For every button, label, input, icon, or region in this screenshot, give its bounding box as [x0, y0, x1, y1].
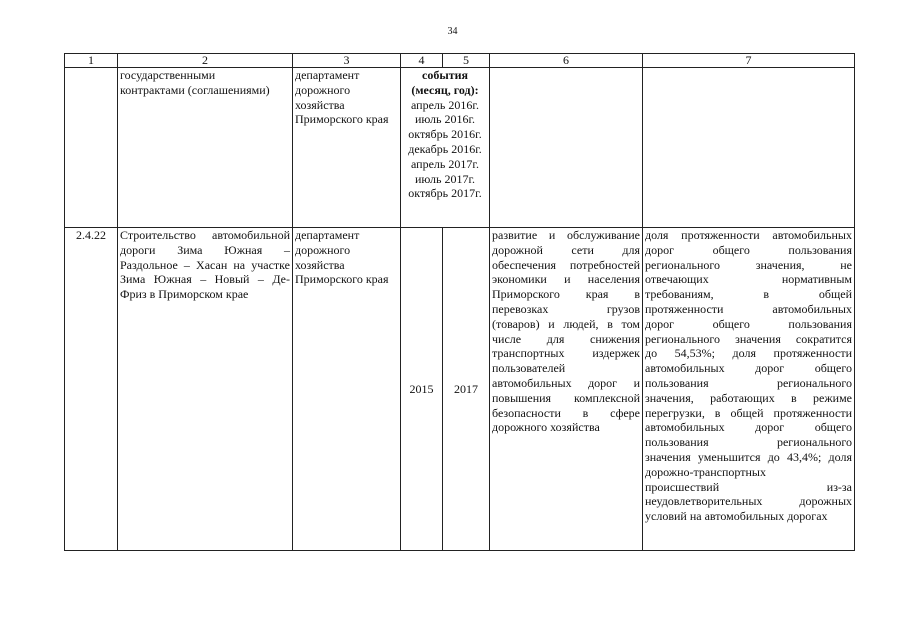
row2-indicator-line: перегрузки, в общей протяженности — [645, 405, 852, 420]
header-cell-2: 2 — [118, 54, 293, 68]
row1-event-date: декабрь 2016г. — [408, 141, 482, 156]
row2-indicator-line: пользования регионального — [645, 375, 852, 390]
row1-events-cell — [401, 68, 490, 228]
header-cell-3: 3 — [293, 54, 401, 68]
row2-indicator-line: значения уменьшится до 43,4%; доля — [645, 449, 852, 464]
row2-measure-cell — [118, 228, 293, 551]
row2-result-line: обеспечения потребностей — [492, 257, 640, 272]
row1-measure-line: контрактами (соглашениями) — [120, 82, 270, 97]
row2-indicator-line: условий на автомобильных дорогах — [645, 509, 828, 524]
row1-event-date: июль 2017г. — [414, 171, 476, 186]
row2-start-year-cell: 2015 — [401, 228, 443, 551]
row2-responsible-line: хозяйства — [295, 257, 345, 272]
row1-events-title: события — [422, 68, 468, 82]
row2-indicator-line: пользования регионального — [645, 435, 852, 450]
row1-number-cell — [65, 68, 118, 228]
row1-measure-cell — [118, 68, 293, 228]
row1-measure-line: государственными — [120, 68, 216, 82]
row2-result-line: пользователей — [492, 361, 566, 376]
row2-responsible-line: дорожного — [295, 242, 351, 257]
row2-result-line: автомобильных дорог и — [492, 375, 640, 390]
row2-end-year-cell: 2017 — [443, 228, 490, 551]
header-cell-7: 7 — [643, 54, 855, 68]
row2-indicator-line: автомобильных дорог общего — [645, 420, 852, 435]
row2-number-cell: 2.4.22 — [65, 228, 118, 551]
row2-indicator-line: дорог общего пользования — [645, 316, 852, 331]
document-table — [64, 53, 855, 551]
row1-event-date: октябрь 2016г. — [408, 127, 482, 142]
row2-indicator-cell — [643, 228, 855, 551]
table-row-continuation — [65, 68, 855, 228]
row2-result-cell — [490, 228, 643, 551]
row2-measure-line: дороги Зима Южная – — [120, 242, 290, 257]
row1-indicator-cell — [643, 68, 855, 228]
row2-result-line: перевозках грузов — [492, 301, 640, 316]
row2-indicator-line: требованиям, в общей — [645, 287, 852, 302]
row2-result-line: Приморского края в — [492, 287, 640, 302]
row1-event-date: июль 2016г. — [414, 112, 476, 127]
row2-indicator-line: доля протяженности автомобильных — [645, 228, 852, 242]
row1-result-cell — [490, 68, 643, 228]
row2-measure-line: Строительство автомобильной — [120, 228, 290, 242]
row2-result-line: (товаров) и людей, в том — [492, 316, 640, 331]
header-cell-1: 1 — [65, 54, 118, 68]
row1-responsible-line: департамент — [295, 68, 360, 82]
row2-result-line: транспортных издержек — [492, 346, 640, 361]
row2-indicator-line: дорожно-транспортных — [645, 464, 766, 479]
row2-indicator-line: автомобильных дорог общего — [645, 361, 852, 376]
row2-indicator-line: дорог общего пользования — [645, 242, 852, 257]
row2-indicator-line: отвечающих нормативным — [645, 272, 852, 287]
header-cell-5: 5 — [443, 54, 490, 68]
row1-event-date: апрель 2016г. — [411, 97, 479, 112]
row2-measure-line: Раздольное – Хасан на участке — [120, 257, 290, 272]
row2-indicator-line: протяженности автомобильных — [645, 301, 852, 316]
row2-result-line: экономики и населения — [492, 272, 640, 287]
row2-indicator-line: происшествий из-за — [645, 479, 852, 494]
row1-responsible-line: Приморского края — [295, 112, 389, 127]
row2-measure-line: Зима Южная – Новый – Де- — [120, 272, 290, 287]
row2-indicator-line: регионального значения, не — [645, 257, 852, 272]
row2-result-line: числе для снижения — [492, 331, 640, 346]
row1-event-date: октябрь 2017г. — [408, 186, 482, 201]
row2-indicator-line: неудовлетворительных дорожных — [645, 494, 852, 509]
header-cell-6: 6 — [490, 54, 643, 68]
row2-result-line: безопасности в сфере — [492, 405, 640, 420]
row2-responsible-cell — [293, 228, 401, 551]
row2-result-line: повышения комплексной — [492, 390, 640, 405]
row2-indicator-line: до 54,53%; доля протяженности — [645, 346, 852, 361]
row2-indicator-line: регионального значения сократится — [645, 331, 852, 346]
table-header-row — [65, 54, 855, 68]
row1-responsible-line: хозяйства — [295, 97, 345, 112]
row2-responsible-line: департамент — [295, 228, 360, 242]
page-number: 34 — [447, 26, 458, 37]
row1-event-date: апрель 2017г. — [411, 156, 479, 171]
row1-responsible-line: дорожного — [295, 82, 351, 97]
row1-events-title: (месяц, год): — [411, 82, 479, 97]
row2-result-line: дорожной сети для — [492, 242, 640, 257]
header-cell-4: 4 — [401, 54, 443, 68]
table-row-2-4-22 — [65, 228, 855, 551]
row2-responsible-line: Приморского края — [295, 272, 389, 287]
row2-result-line: дорожного хозяйства — [492, 420, 600, 435]
row1-responsible-cell — [293, 68, 401, 228]
row2-measure-line: Фриз в Приморском крае — [120, 287, 249, 302]
row2-result-line: развитие и обслуживание — [492, 228, 640, 242]
row2-indicator-line: значения, работающих в режиме — [645, 390, 852, 405]
